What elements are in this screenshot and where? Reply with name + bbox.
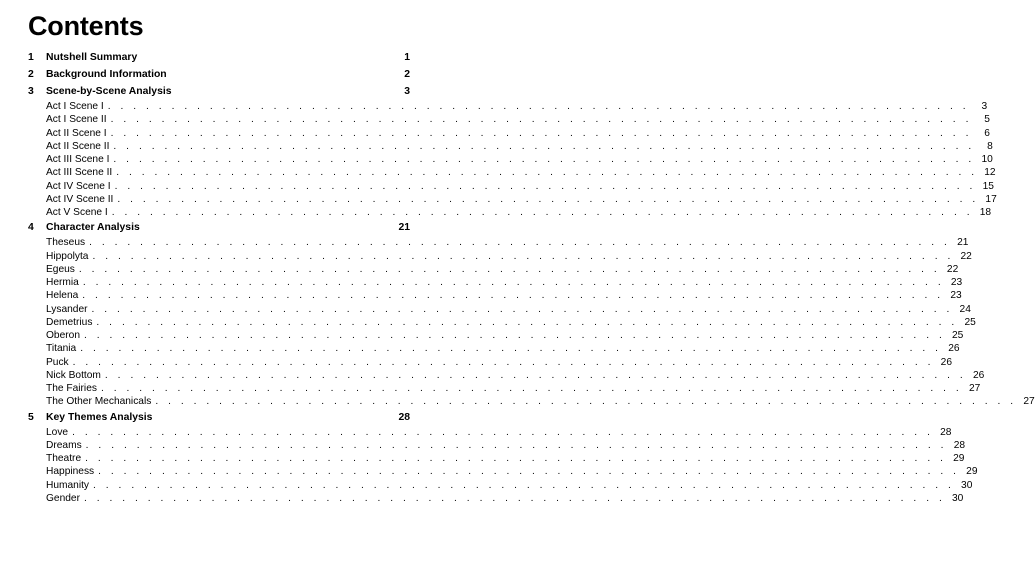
entry-title: Helena	[46, 290, 79, 302]
entry-page-number: 26	[948, 343, 960, 355]
toc-entry[interactable]	[28, 289, 962, 302]
entry-page-number: 18	[979, 207, 992, 218]
dot-leader: . . . . . . . . . . . . . . . . . . . . . . . . . . . . . . . . . . . . . . . . . . . . . . . . . . . . . . . . . . . . . . . . . . . .	[85, 439, 948, 451]
dot-leader: . . . . . . . . . . . . . . . . . . . . . . . . . . . . . . . . . . . . . . . . . . . . . . . . . . . . . . . . . . . . . . . . . . . .	[72, 356, 935, 368]
entry-page-number: 30	[961, 479, 973, 491]
toc-entry[interactable]	[28, 479, 973, 492]
toc-section-2[interactable]	[28, 67, 410, 83]
entry-page-number: 27	[1023, 396, 1035, 408]
entry-page-number: 28	[940, 426, 952, 438]
entry-page-number: 29	[966, 466, 978, 478]
dot-leader: . . . . . . . . . . . . . . . . . . . . . . . . . . . . . . . . . . . . . . . . . . . . . . . . . . . . . . . . . . . . . . . . . . . .	[113, 154, 975, 165]
toc-entry[interactable]	[28, 276, 963, 289]
dot-leader: . . . . . . . . . . . . . . . . . . . . . . . . . . . . . . . . . . . . . . . . . . . . . . . . . . . . . . . . . . . . . . . . . . . .	[155, 396, 1017, 408]
entry-page-number: 6	[984, 127, 990, 139]
toc-entry[interactable]	[28, 492, 964, 505]
dot-leader: . . . . . . . . . . . . . . . . . . . . . . . . . . . . . . . . . . . . . . . . . . . . . . . . . . . . . . . . . . . . . . . . . . . .	[104, 369, 967, 381]
section-number: 4	[28, 222, 34, 234]
entry-title: Act V Scene I	[46, 207, 108, 218]
entry-title: Dreams	[46, 439, 82, 451]
dot-leader: . . . . . . . . . . . . . . . . . . . . . . . . . . . . . . . . . . . . . . . . . . . . . . . . . . . . . . . . . . . . . . . . . . . .	[82, 277, 945, 288]
dot-leader: . . . . . . . . . . . . . . . . . . . . . . . . . . . . . . . . . . . . . . . . . . . . . . . . . . . . . . . . . . . . . . . . . . . .	[107, 101, 970, 112]
toc-entry[interactable]	[28, 166, 996, 179]
toc-entry[interactable]	[28, 465, 978, 478]
toc-entry[interactable]	[28, 329, 964, 342]
dot-leader: . . . . . . . . . . . . . . . . . . . . . . . . . . . . . . . . . . . . . . . . . . . . . . . . . . . . . . . . . . . . . . . . . . . .	[100, 383, 963, 394]
entry-page-number: 22	[960, 250, 972, 262]
toc-entry[interactable]	[28, 100, 988, 113]
toc-entry[interactable]	[28, 382, 981, 395]
entry-page-number: 10	[981, 154, 993, 165]
toc-entry[interactable]	[28, 439, 966, 452]
entry-page-number: 27	[968, 383, 981, 394]
section-page-number: 21	[398, 222, 410, 234]
entry-title: Egeus	[46, 263, 75, 275]
entry-page-number: 23	[950, 290, 962, 302]
entry-page-number: 5	[984, 114, 990, 126]
section-title: Nutshell Summary	[46, 52, 138, 63]
entry-page-number: 3	[981, 101, 988, 112]
dot-leader: . . . . . . . . . . . . . . . . . . . . . . . . . . . . . . . . . . . . . . . . . . . . . . . . . . . . . . . . . . . . . . . . . . . .	[98, 466, 960, 478]
entry-title: Humanity	[46, 479, 90, 491]
entry-title: Oberon	[46, 330, 80, 341]
entry-title: Act III Scene II	[46, 167, 113, 179]
toc-section-4[interactable]	[28, 220, 410, 236]
dot-leader: . . . . . . . . . . . . . . . . . . . . . . . . . . . . . . . . . . . . . . . . . . . . . . . . . . . . . . . . . . . . . . . . . . . .	[89, 237, 951, 249]
entry-title: Act II Scene I	[46, 127, 107, 139]
section-page-number: 2	[404, 69, 410, 80]
section-title: Key Themes Analysis	[46, 411, 153, 423]
dot-leader: . . . . . . . . . . . . . . . . . . . . . . . . . . . . . . . . . . . . . . . . . . . . . . . . . . . . . . . . . . . . . . . . . . . .	[117, 193, 979, 205]
entry-title: Puck	[46, 356, 69, 368]
section-title: Scene-by-Scene Analysis	[46, 86, 172, 97]
section-page-number: 28	[398, 411, 410, 423]
entry-page-number: 17	[985, 193, 997, 205]
entry-page-number: 24	[959, 303, 971, 315]
entry-title: Nick Bottom	[46, 369, 101, 381]
toc-section-3[interactable]	[28, 84, 410, 100]
dot-leader: . . . . . . . . . . . . . . . . . . . . . . . . . . . . . . . . . . . . . . . . . . . . . . . . . . . . . . . . . . . . . . . . . . . .	[93, 479, 955, 491]
entry-page-number: 29	[953, 453, 965, 464]
toc-entry[interactable]	[28, 153, 993, 166]
dot-leader: . . . . . . . . . . . . . . . . . . . . . . . . . . . . . . . . . . . . . . . . . . . . . . . . . . . . . . . . . . . . . . . . . . . .	[114, 180, 976, 192]
entry-title: Act II Scene II	[46, 140, 110, 152]
toc-entry[interactable]	[28, 193, 997, 206]
dot-leader: . . . . . . . . . . . . . . . . . . . . . . . . . . . . . . . . . . . . . . . . . . . . . . . . . . . . . . . . . . . . . . . . . . . .	[72, 426, 934, 438]
entry-title: Act III Scene I	[46, 154, 110, 165]
entry-page-number: 21	[957, 237, 969, 249]
toc-entry[interactable]	[28, 127, 990, 140]
entry-page-number: 8	[987, 140, 993, 152]
entry-title: Theatre	[46, 453, 82, 464]
toc-entry[interactable]	[28, 113, 990, 126]
entry-title: Act IV Scene I	[46, 180, 111, 192]
toc-entry[interactable]	[28, 206, 992, 219]
toc-section-1[interactable]	[28, 50, 410, 66]
toc-entry[interactable]	[28, 395, 1035, 408]
toc-entry[interactable]	[28, 452, 965, 465]
entry-title: Act I Scene II	[46, 114, 107, 126]
dot-leader: . . . . . . . . . . . . . . . . . . . . . . . . . . . . . . . . . . . . . . . . . . . . . . . . . . . . . . . . . . . . . . . . . . . .	[111, 207, 974, 218]
toc-entry[interactable]	[28, 369, 985, 382]
entry-title: Love	[46, 426, 69, 438]
entry-title: Titania	[46, 343, 77, 355]
toc-entry[interactable]	[28, 316, 976, 329]
entry-title: Demetrius	[46, 316, 93, 328]
entry-title: Hippolyta	[46, 250, 89, 262]
entry-page-number: 28	[953, 439, 966, 451]
section-number: 1	[28, 52, 34, 63]
section-title: Background Information	[46, 69, 167, 80]
toc-entry[interactable]	[28, 356, 953, 369]
dot-leader: . . . . . . . . . . . . . . . . . . . . . . . . . . . . . . . . . . . . . . . . . . . . . . . . . . . . . . . . . . . . . . . . . . . .	[85, 453, 947, 464]
toc-entry[interactable]	[28, 236, 969, 249]
entry-title: Hermia	[46, 277, 79, 288]
toc-entry[interactable]	[28, 180, 994, 193]
entry-title: Happiness	[46, 466, 95, 478]
dot-leader: . . . . . . . . . . . . . . . . . . . . . . . . . . . . . . . . . . . . . . . . . . . . . . . . . . . . . . . . . . . . . . . . . . . .	[92, 250, 954, 262]
entry-page-number: 26	[940, 356, 953, 368]
entry-page-number: 12	[984, 167, 996, 179]
entry-page-number: 30	[952, 492, 964, 504]
toc-entry[interactable]	[28, 140, 993, 153]
section-title: Character Analysis	[46, 222, 140, 234]
entry-title: Theseus	[46, 237, 86, 249]
toc-entry[interactable]	[28, 342, 960, 355]
entry-title: Act IV Scene II	[46, 193, 114, 205]
toc-entry[interactable]	[28, 250, 972, 263]
entry-title: The Other Mechanicals	[46, 396, 152, 408]
dot-leader: . . . . . . . . . . . . . . . . . . . . . . . . . . . . . . . . . . . . . . . . . . . . . . . . . . . . . . . . . . . . . . . . . . . .	[116, 167, 978, 179]
section-number: 2	[28, 69, 34, 80]
table-of-contents	[28, 50, 1035, 505]
entry-title: Act I Scene I	[46, 101, 104, 112]
dot-leader: . . . . . . . . . . . . . . . . . . . . . . . . . . . . . . . . . . . . . . . . . . . . . . . . . . . . . . . . . . . . . . . . . . . .	[82, 290, 944, 302]
entry-page-number: 23	[950, 277, 963, 288]
dot-leader: . . . . . . . . . . . . . . . . . . . . . . . . . . . . . . . . . . . . . . . . . . . . . . . . . . . . . . . . . . . . . . . . . . . .	[80, 343, 942, 355]
dot-leader: . . . . . . . . . . . . . . . . . . . . . . . . . . . . . . . . . . . . . . . . . . . . . . . . . . . . . . . . . . . . . . . . . . . .	[110, 127, 972, 139]
dot-leader: . . . . . . . . . . . . . . . . . . . . . . . . . . . . . . . . . . . . . . . . . . . . . . . . . . . . . . . . . . . . . . . . . . . .	[91, 303, 953, 315]
section-number: 3	[28, 86, 34, 97]
entry-title: Lysander	[46, 303, 88, 315]
dot-leader: . . . . . . . . . . . . . . . . . . . . . . . . . . . . . . . . . . . . . . . . . . . . . . . . . . . . . . . . . . . . . . . . . . . .	[96, 316, 958, 328]
page-title: Contents	[28, 11, 144, 41]
entry-page-number: 15	[982, 180, 994, 192]
entry-page-number: 22	[946, 263, 959, 275]
entry-page-number: 25	[964, 316, 976, 328]
toc-entry[interactable]	[28, 303, 971, 316]
dot-leader: . . . . . . . . . . . . . . . . . . . . . . . . . . . . . . . . . . . . . . . . . . . . . . . . . . . . . . . . . . . . . . . . . . . .	[110, 114, 972, 126]
section-page-number: 1	[404, 52, 410, 63]
section-page-number: 3	[404, 86, 410, 97]
entry-title: The Fairies	[46, 383, 97, 394]
dot-leader: . . . . . . . . . . . . . . . . . . . . . . . . . . . . . . . . . . . . . . . . . . . . . . . . . . . . . . . . . . . . . . . . . . . .	[83, 492, 946, 504]
toc-entry[interactable]	[28, 426, 952, 439]
section-number: 5	[28, 411, 34, 423]
entry-title: Gender	[46, 492, 80, 504]
toc-section-5[interactable]	[28, 410, 410, 426]
dot-leader: . . . . . . . . . . . . . . . . . . . . . . . . . . . . . . . . . . . . . . . . . . . . . . . . . . . . . . . . . . . . . . . . . . . .	[113, 140, 975, 152]
entry-page-number: 26	[972, 369, 985, 381]
dot-leader: . . . . . . . . . . . . . . . . . . . . . . . . . . . . . . . . . . . . . . . . . . . . . . . . . . . . . . . . . . . . . . . . . . . .	[78, 263, 941, 275]
entry-page-number: 25	[952, 330, 964, 341]
toc-entry[interactable]	[28, 263, 959, 276]
dot-leader: . . . . . . . . . . . . . . . . . . . . . . . . . . . . . . . . . . . . . . . . . . . . . . . . . . . . . . . . . . . . . . . . . . . .	[83, 330, 946, 341]
